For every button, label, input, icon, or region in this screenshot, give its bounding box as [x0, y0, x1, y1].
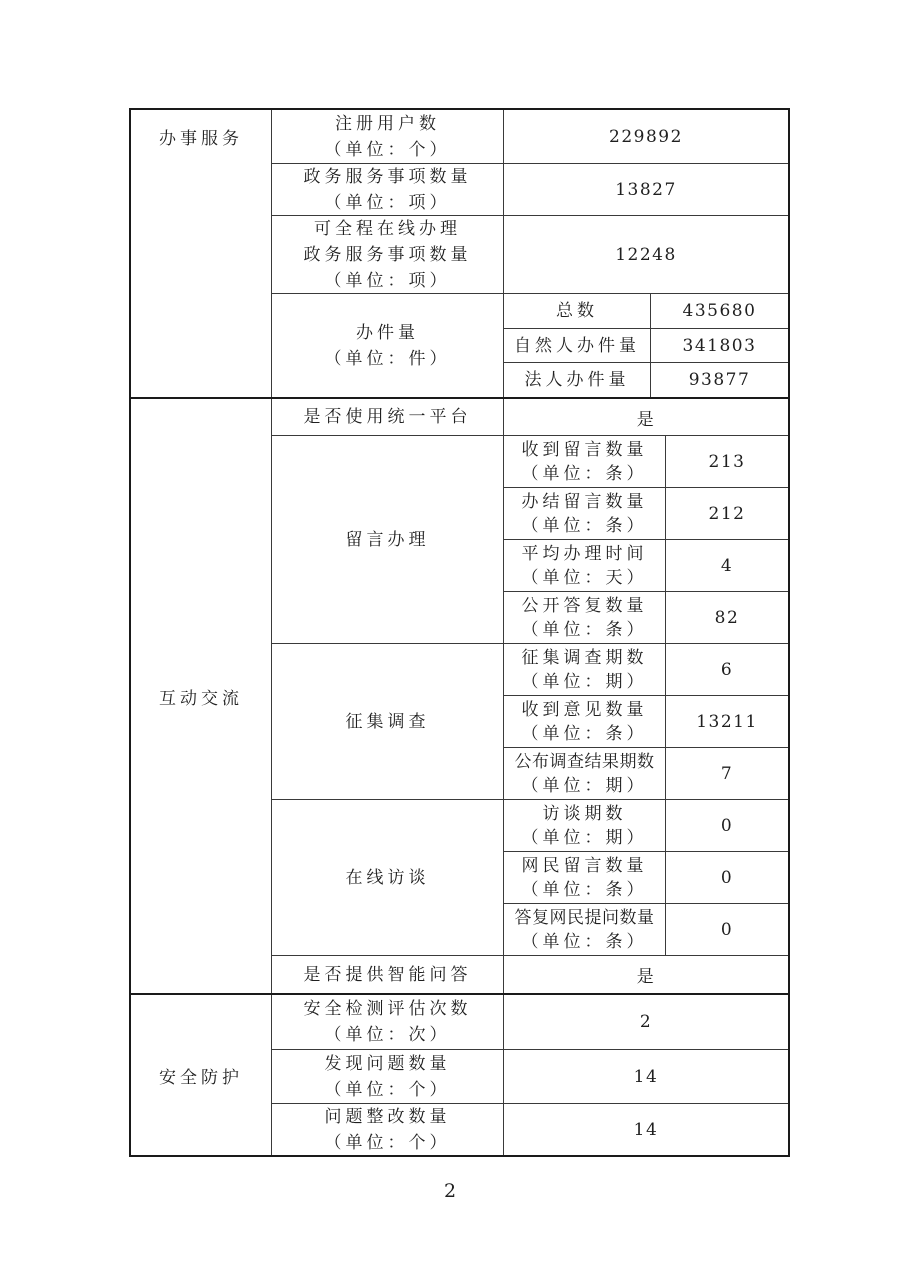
table-subrow: [504, 800, 788, 851]
section-security: [131, 993, 788, 1155]
row-label: [272, 216, 504, 293]
table-subrow: [504, 851, 788, 903]
row-label-line: 办件量: [356, 322, 419, 343]
subrow-value: 0: [720, 867, 734, 888]
table-row: [272, 995, 788, 1049]
row-value: 13827: [615, 179, 677, 200]
subrow-label: 答复网民提问数量 （单位：条）: [504, 904, 666, 955]
subrow-unit: （单位：天）: [521, 567, 648, 588]
row-unit-line: （单位：个）: [324, 1079, 451, 1100]
subrow-label: 办结留言数量 （单位：条）: [504, 488, 666, 539]
row-label: [272, 110, 504, 163]
row-unit-line: （单位：件）: [324, 348, 451, 369]
table-row: [272, 1049, 788, 1103]
table-subrow: [504, 328, 788, 363]
group-cell: 互动交流: [131, 399, 272, 993]
table-row: [272, 799, 788, 955]
row-label: 在线访谈: [272, 800, 504, 955]
subrow-label: 自然人办件量: [504, 329, 651, 363]
subrow-value: 7: [720, 763, 734, 784]
group-cell: 办事服务: [131, 110, 272, 397]
table-row: [272, 293, 788, 397]
report-table: [129, 108, 790, 1157]
row-value: 2: [639, 1012, 653, 1032]
subrow-value: 0: [720, 815, 734, 836]
subrow-unit: （单位：期）: [521, 775, 648, 796]
section-service: [131, 110, 788, 397]
row-value: 14: [633, 1119, 659, 1140]
row-label: 是否提供智能问答: [272, 956, 504, 993]
row-label: 安全检测评估次数 （单位：次）: [272, 995, 504, 1049]
table-row: [272, 215, 788, 293]
table-subrow: [504, 362, 788, 397]
row-label: [272, 164, 504, 215]
subrow-label: 总数: [504, 294, 651, 328]
table-row: [272, 163, 788, 215]
row-value: 12248: [615, 244, 677, 265]
subrow-unit: （单位：条）: [521, 723, 648, 744]
subrow-label: 平均办理时间 （单位：天）: [504, 540, 666, 591]
table-subrow: [504, 487, 788, 539]
row-label: 留言办理: [272, 436, 504, 643]
subrow-value: 213: [708, 451, 746, 472]
subrow-unit: （单位：条）: [521, 463, 648, 484]
subrow-unit: （单位：条）: [521, 515, 648, 536]
table-subrow: [504, 591, 788, 643]
row-label-line: 注册用户数: [335, 113, 440, 134]
subrow-value: 93877: [688, 370, 751, 391]
subrow-unit: （单位：条）: [521, 931, 648, 952]
row-label: 问题整改数量 （单位：个）: [272, 1104, 504, 1155]
table-row: [272, 1103, 788, 1155]
row-value: 是: [636, 967, 656, 987]
subrow-value: 435680: [682, 300, 757, 321]
row-label: 是否使用统一平台: [272, 399, 504, 435]
page-number: 2: [443, 1180, 457, 1202]
table-subrow: [504, 903, 788, 955]
group-cell: 安全防护: [131, 995, 272, 1155]
subrow-value: 82: [714, 607, 740, 628]
row-value: 是: [636, 409, 656, 430]
subrow-label: 收到意见数量 （单位：条）: [504, 696, 666, 747]
table-subrow: [504, 644, 788, 695]
row-label-line: 政务服务事项数量: [303, 166, 472, 187]
table-row: [272, 110, 788, 163]
table-subrow: [504, 539, 788, 591]
row-unit-line: （单位：项）: [324, 192, 451, 213]
subrow-value: 4: [720, 555, 734, 576]
table-row: [272, 399, 788, 435]
row-value: 14: [633, 1066, 659, 1087]
table-row: [272, 955, 788, 993]
subrow-value: 13211: [696, 711, 758, 732]
row-unit-line: （单位：个）: [324, 1132, 451, 1153]
table-row: [272, 643, 788, 799]
subrow-label: 收到留言数量 （单位：条）: [504, 436, 666, 487]
table-subrow: [504, 747, 788, 799]
subrow-label: 访谈期数 （单位：期）: [504, 800, 666, 851]
row-label: 发现问题数量 （单位：个）: [272, 1050, 504, 1103]
row-unit-line: （单位：个）: [324, 139, 451, 160]
subrow-unit: （单位：条）: [521, 619, 648, 640]
subrow-value: 212: [708, 503, 746, 524]
subrow-value: 6: [720, 659, 734, 680]
row-unit-line: （单位：项）: [324, 270, 451, 291]
table-row: [272, 435, 788, 643]
subrow-value: 341803: [682, 335, 757, 356]
subrow-label: 公开答复数量 （单位：条）: [504, 592, 666, 643]
subrow-unit: （单位：条）: [521, 879, 648, 900]
row-label-line: 可全程在线办理: [314, 218, 461, 239]
table-subrow: [504, 294, 788, 328]
row-label-line: 政务服务事项数量: [303, 244, 472, 265]
subrow-label: 公布调查结果期数 （单位：期）: [504, 748, 666, 799]
subrow-value: 0: [720, 919, 734, 940]
subrow-label: 征集调查期数 （单位：期）: [504, 644, 666, 695]
subrow-label: 网民留言数量 （单位：条）: [504, 852, 666, 903]
subrow-label: 法人办件量: [504, 363, 651, 397]
row-value: 229892: [609, 126, 683, 147]
row-label: 征集调查: [272, 644, 504, 799]
table-subrow: [504, 436, 788, 487]
subrow-unit: （单位：期）: [521, 827, 648, 848]
subrow-unit: （单位：期）: [521, 671, 648, 692]
row-label: [272, 294, 504, 397]
row-unit-line: （单位：次）: [324, 1025, 451, 1045]
table-subrow: [504, 695, 788, 747]
section-interaction: [131, 397, 788, 993]
